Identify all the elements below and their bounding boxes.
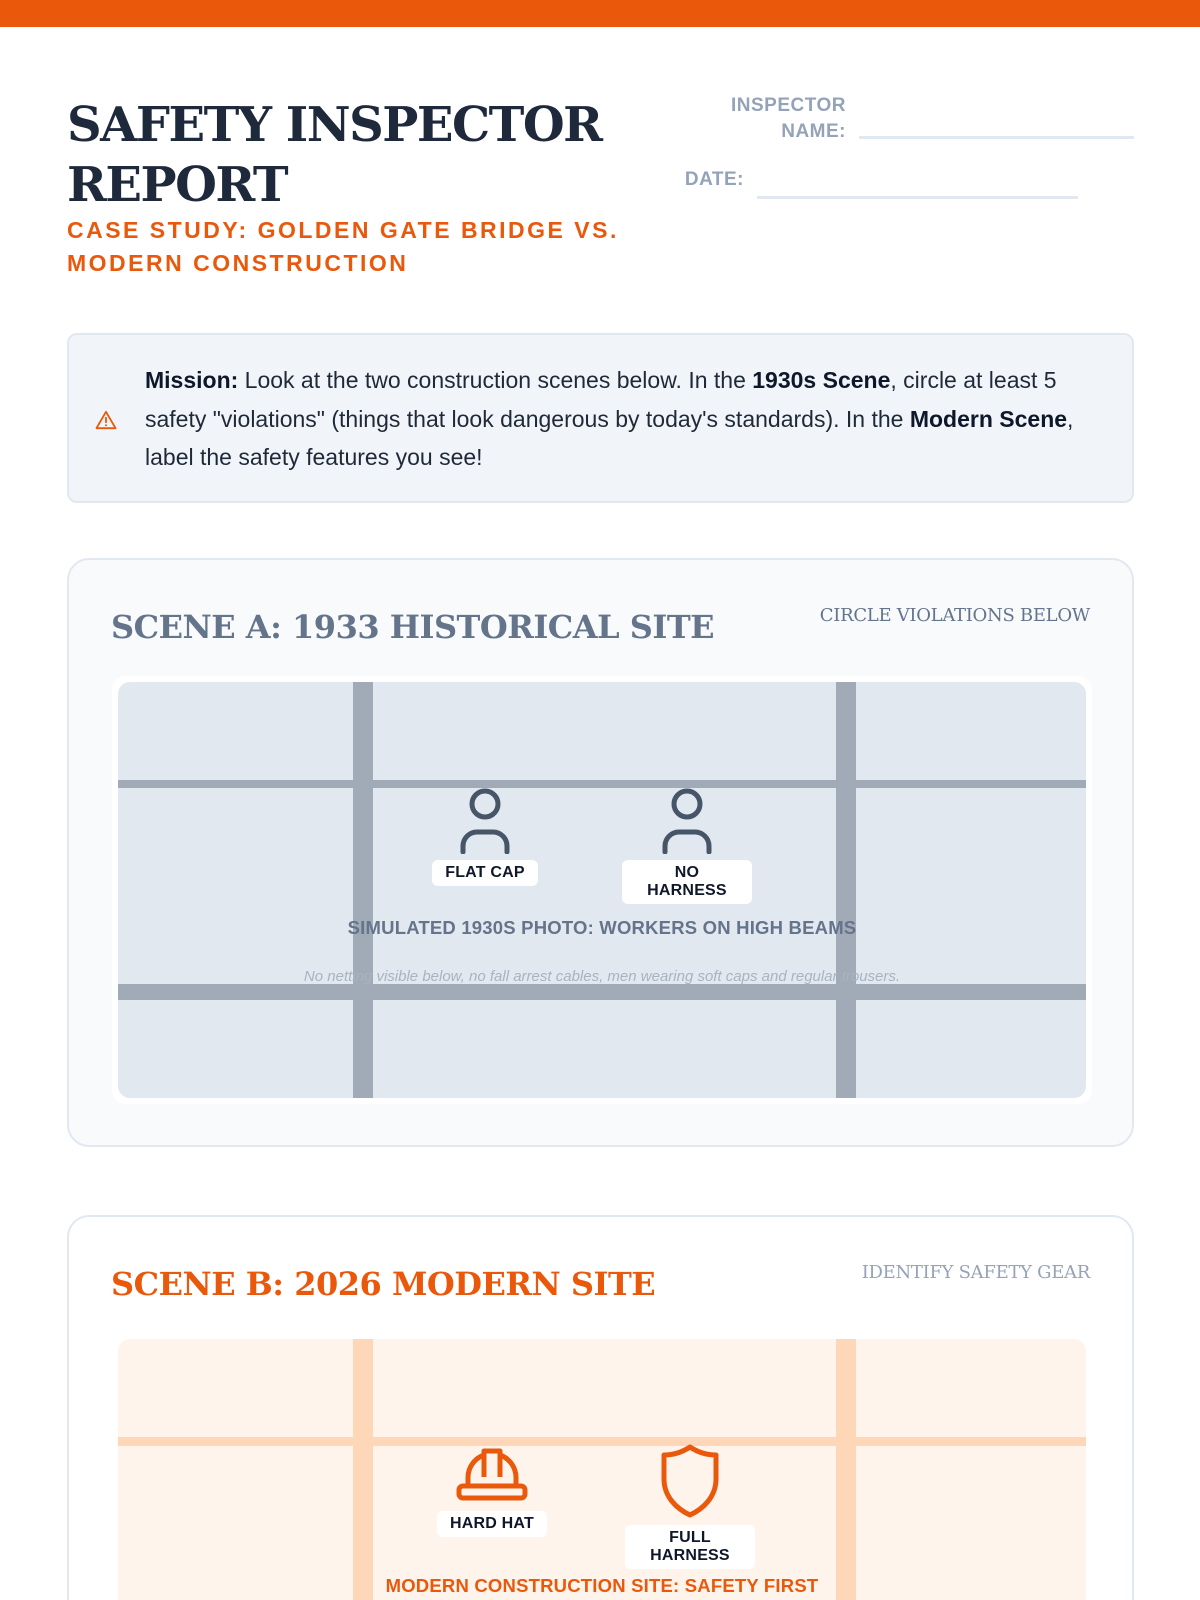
vertical-beam	[836, 1339, 856, 1600]
scene-b-card	[67, 1215, 1134, 1600]
vertical-beam	[353, 1339, 373, 1600]
scene-a-reference: 1930s Scene	[752, 367, 891, 393]
horizontal-beam	[118, 984, 1086, 1000]
top-accent-bar	[0, 0, 1200, 27]
worker-figure-full-harness[interactable]	[625, 1443, 755, 1569]
figure-label: FULL HARNESS	[625, 1525, 755, 1569]
mission-text-part: , circle at least 5 safety "violations" (things that look dangerous by today's standards). In the	[145, 367, 1057, 432]
mission-box	[67, 333, 1134, 503]
horizontal-beam	[118, 780, 1086, 788]
scene-b-photo[interactable]	[118, 1339, 1086, 1600]
scene-a-photo-frame	[112, 676, 1092, 1104]
figure-label: FLAT CAP	[432, 860, 538, 886]
shield-icon	[625, 1443, 755, 1519]
mission-lead: Mission:	[145, 367, 239, 393]
date-label: DATE:	[684, 169, 744, 190]
mission-text-part: Look at the two construction scenes below. In the	[238, 367, 753, 393]
person-icon	[420, 788, 550, 854]
page-title: SAFETY INSPECTOR REPORT	[67, 97, 602, 213]
scene-b-photo-frame	[112, 1333, 1092, 1600]
scene-b-title: SCENE B: 2026 MODERN SITE	[111, 1265, 656, 1303]
date-field[interactable]	[757, 196, 1078, 199]
scene-b-caption: MODERN CONSTRUCTION SITE: SAFETY FIRST	[385, 1575, 819, 1596]
inspector-name-label: INSPECTOR NAME:	[730, 95, 846, 142]
scene-b-reference: Modern Scene	[909, 405, 1068, 432]
mission-text-part: , label the safety features you see!	[145, 405, 1074, 470]
scene-a-note: No netting visible below, no fall arrest cables, men wearing soft caps and regular trousers.	[303, 968, 901, 985]
mission-text	[145, 361, 1105, 477]
vertical-beam	[353, 682, 373, 1098]
figure-label: NO HARNESS	[622, 860, 752, 904]
person-icon	[622, 788, 752, 854]
worker-figure-flat-cap[interactable]	[420, 788, 550, 886]
scene-a-hint: CIRCLE VIOLATIONS BELOW	[819, 605, 1090, 626]
hard-hat-icon	[427, 1443, 557, 1505]
vertical-beam	[836, 682, 856, 1098]
horizontal-beam	[118, 1437, 1086, 1446]
scene-a-caption: SIMULATED 1930S PHOTO: WORKERS ON HIGH BEAMS	[347, 917, 857, 938]
scene-a-title: SCENE A: 1933 HISTORICAL SITE	[111, 608, 715, 646]
scene-a-photo[interactable]	[118, 682, 1086, 1098]
scene-b-hint: IDENTIFY SAFETY GEAR	[861, 1262, 1090, 1283]
inspector-name-field[interactable]	[859, 136, 1134, 139]
scene-a-card	[67, 558, 1134, 1147]
worker-figure-hard-hat[interactable]	[427, 1443, 557, 1537]
page-subtitle: CASE STUDY: GOLDEN GATE BRIDGE VS. MODERN CONSTRUCTION	[67, 217, 619, 276]
worker-figure-no-harness[interactable]	[622, 788, 752, 904]
figure-label: HARD HAT	[437, 1511, 547, 1537]
warning-triangle-icon	[95, 410, 117, 430]
